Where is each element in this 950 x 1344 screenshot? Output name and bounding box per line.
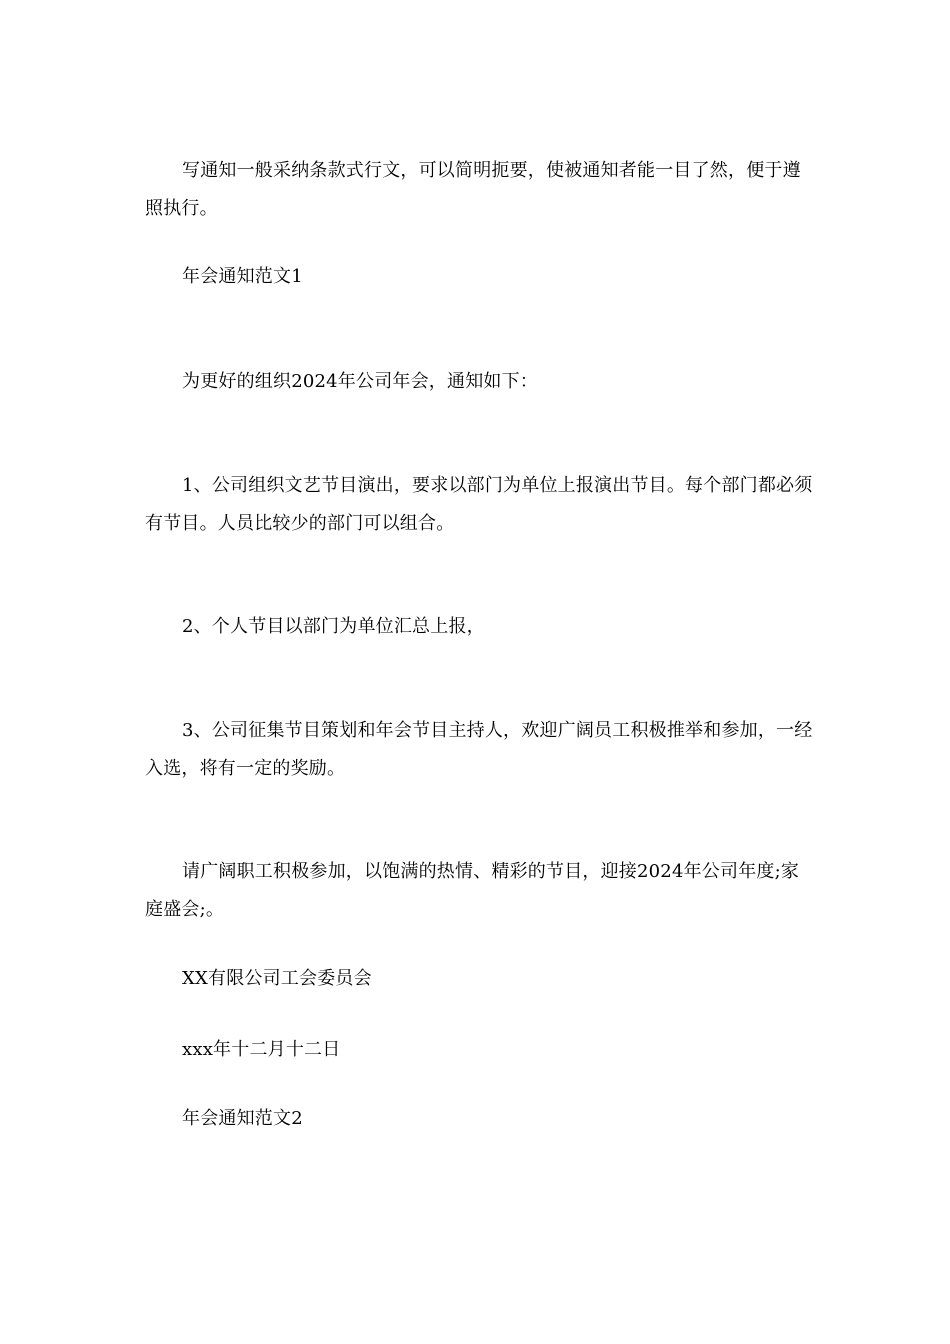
- intro-paragraph: 写通知一般采纳条款式行文，可以简明扼要，使被通知者能一目了然，便于遵照执行。: [145, 160, 801, 219]
- notice-lead-paragraph: 为更好的组织2024年公司年会，通知如下：: [182, 371, 539, 392]
- notice-item-2: 2、个人节目以部门为单位汇总上报，: [182, 616, 485, 637]
- section-heading-2: 年会通知范文2: [182, 1108, 303, 1129]
- closing-paragraph: 请广阔职工积极参加，以饱满的热情、精彩的节目，迎接2024年公司年度;家庭盛会;。: [145, 861, 800, 920]
- signature-date: xxx年十二月十二日: [182, 1039, 341, 1060]
- signature-organization: XX有限公司工会委员会: [182, 968, 372, 989]
- notice-item-1: 1、公司组织文艺节目演出，要求以部门为单位上报演出节目。每个部门都必须有节目。人员比较少的部门可以组合。: [145, 475, 813, 534]
- section-heading-1: 年会通知范文1: [182, 266, 303, 287]
- notice-item-3: 3、公司征集节目策划和年会节目主持人，欢迎广阔员工积极推举和参加，一经入选，将有一定的奖励。: [145, 720, 813, 779]
